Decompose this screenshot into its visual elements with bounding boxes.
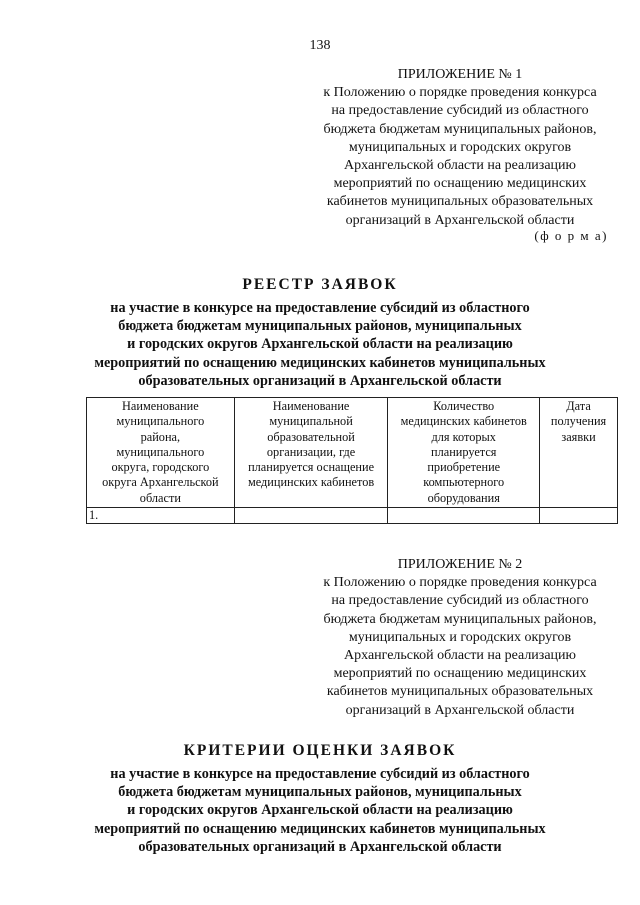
page-number: 138 xyxy=(309,38,331,53)
header-text: планируется xyxy=(431,444,497,459)
appendix-1-line: муниципальных и городских округов xyxy=(348,139,572,155)
appendix-1-line: кабинетов муниципальных образовательных xyxy=(326,194,594,210)
registry-title: РЕЕСТР ЗАЯВОК xyxy=(242,276,398,293)
appendix-2-line: кабинетов муниципальных образовательных xyxy=(326,684,594,700)
header-text: округа Архангельской xyxy=(102,475,219,490)
appendix-1-block xyxy=(300,66,620,230)
header-text: компьютерного xyxy=(423,475,505,490)
header-text: области xyxy=(139,490,181,505)
header-text: Количество xyxy=(433,399,495,413)
header-text: медицинских кабинетов xyxy=(247,475,375,490)
criteria-title: КРИТЕРИИ ОЦЕНКИ ЗАЯВОК xyxy=(183,742,457,759)
header-text: округа, городского xyxy=(111,460,210,475)
header-text: района, xyxy=(140,429,181,444)
criteria-subtitle-line: мероприятий по оснащению медицинских кабинетов муниципальных xyxy=(94,820,546,837)
criteria-subtitle-line: и городских округов Архангельской области на реализацию xyxy=(127,802,513,819)
registry-subtitle-line: мероприятий по оснащению медицинских кабинетов муниципальных xyxy=(94,354,546,371)
header-text: получения xyxy=(550,414,607,429)
registry-subtitle-line: на участие в конкурсе на предоставление субсидий из областного xyxy=(110,300,530,316)
header-text: заявки xyxy=(561,429,596,444)
criteria-subtitle-line: образовательных организаций в Архангельской области xyxy=(138,838,502,855)
table-cell xyxy=(540,508,618,524)
appendix-2-block xyxy=(300,556,620,720)
header-text: Дата xyxy=(566,399,591,413)
table-cell xyxy=(234,508,388,524)
header-text: приобретение xyxy=(427,460,501,475)
registry-subtitle-line: и городских округов Архангельской области на реализацию xyxy=(127,336,513,353)
header-text: для которых xyxy=(431,429,496,444)
table-row xyxy=(87,508,618,524)
table-cell: 1. xyxy=(87,508,235,524)
appendix-2-title: ПРИЛОЖЕНИЕ № 2 xyxy=(397,557,523,572)
header-text: медицинских кабинетов xyxy=(400,414,527,429)
appendix-1-line: организаций в Архангельской области xyxy=(345,212,575,228)
header-text: муниципальной xyxy=(269,414,353,429)
criteria-subtitle-line: бюджета бюджетам муниципальных районов, муниципальных xyxy=(118,784,522,801)
form-note: (ф о р м а) xyxy=(534,228,608,243)
registry-subtitle-line: образовательных организаций в Архангельской области xyxy=(138,372,502,389)
appendix-2-line: на предоставление субсидий из областного xyxy=(331,593,589,609)
table-header-row xyxy=(87,398,618,508)
header-text: Наименование xyxy=(272,399,350,413)
header-text: организации, где xyxy=(266,444,356,459)
header-date xyxy=(540,398,618,508)
header-text: муниципального xyxy=(116,414,205,429)
criteria-subtitle-line: на участие в конкурсе на предоставление субсидий из областного xyxy=(110,766,530,782)
table-cell xyxy=(388,508,540,524)
appendix-1-title: ПРИЛОЖЕНИЕ № 1 xyxy=(397,67,523,82)
header-text: Наименование xyxy=(122,399,199,413)
header-district xyxy=(87,398,235,508)
header-text: оборудования xyxy=(427,490,500,505)
appendix-2-line: Архангельской области на реализацию xyxy=(344,648,576,664)
registry-heading xyxy=(0,276,640,390)
header-cabinets-count xyxy=(388,398,540,508)
appendix-1-line: к Положению о порядке проведения конкурса xyxy=(323,85,597,101)
registry-table xyxy=(86,397,618,524)
header-text: образовательной xyxy=(267,429,355,444)
appendix-2-line: мероприятий по оснащению медицинских xyxy=(333,666,587,682)
header-organization xyxy=(234,398,388,508)
header-text: муниципального xyxy=(116,444,205,459)
appendix-1-line: Архангельской области на реализацию xyxy=(344,158,576,174)
appendix-1-line: мероприятий по оснащению медицинских xyxy=(333,176,587,192)
registry-subtitle-line: бюджета бюджетам муниципальных районов, муниципальных xyxy=(118,318,522,335)
appendix-1-line: на предоставление субсидий из областного xyxy=(331,103,589,119)
appendix-2-line: к Положению о порядке проведения конкурса xyxy=(323,575,597,591)
appendix-2-line: организаций в Архангельской области xyxy=(345,702,575,718)
appendix-2-line: муниципальных и городских округов xyxy=(348,629,572,645)
criteria-heading xyxy=(0,742,640,856)
appendix-2-line: бюджета бюджетам муниципальных районов, xyxy=(323,611,597,627)
header-text: планируется оснащение xyxy=(248,460,375,475)
appendix-1-line: бюджета бюджетам муниципальных районов, xyxy=(323,121,597,137)
